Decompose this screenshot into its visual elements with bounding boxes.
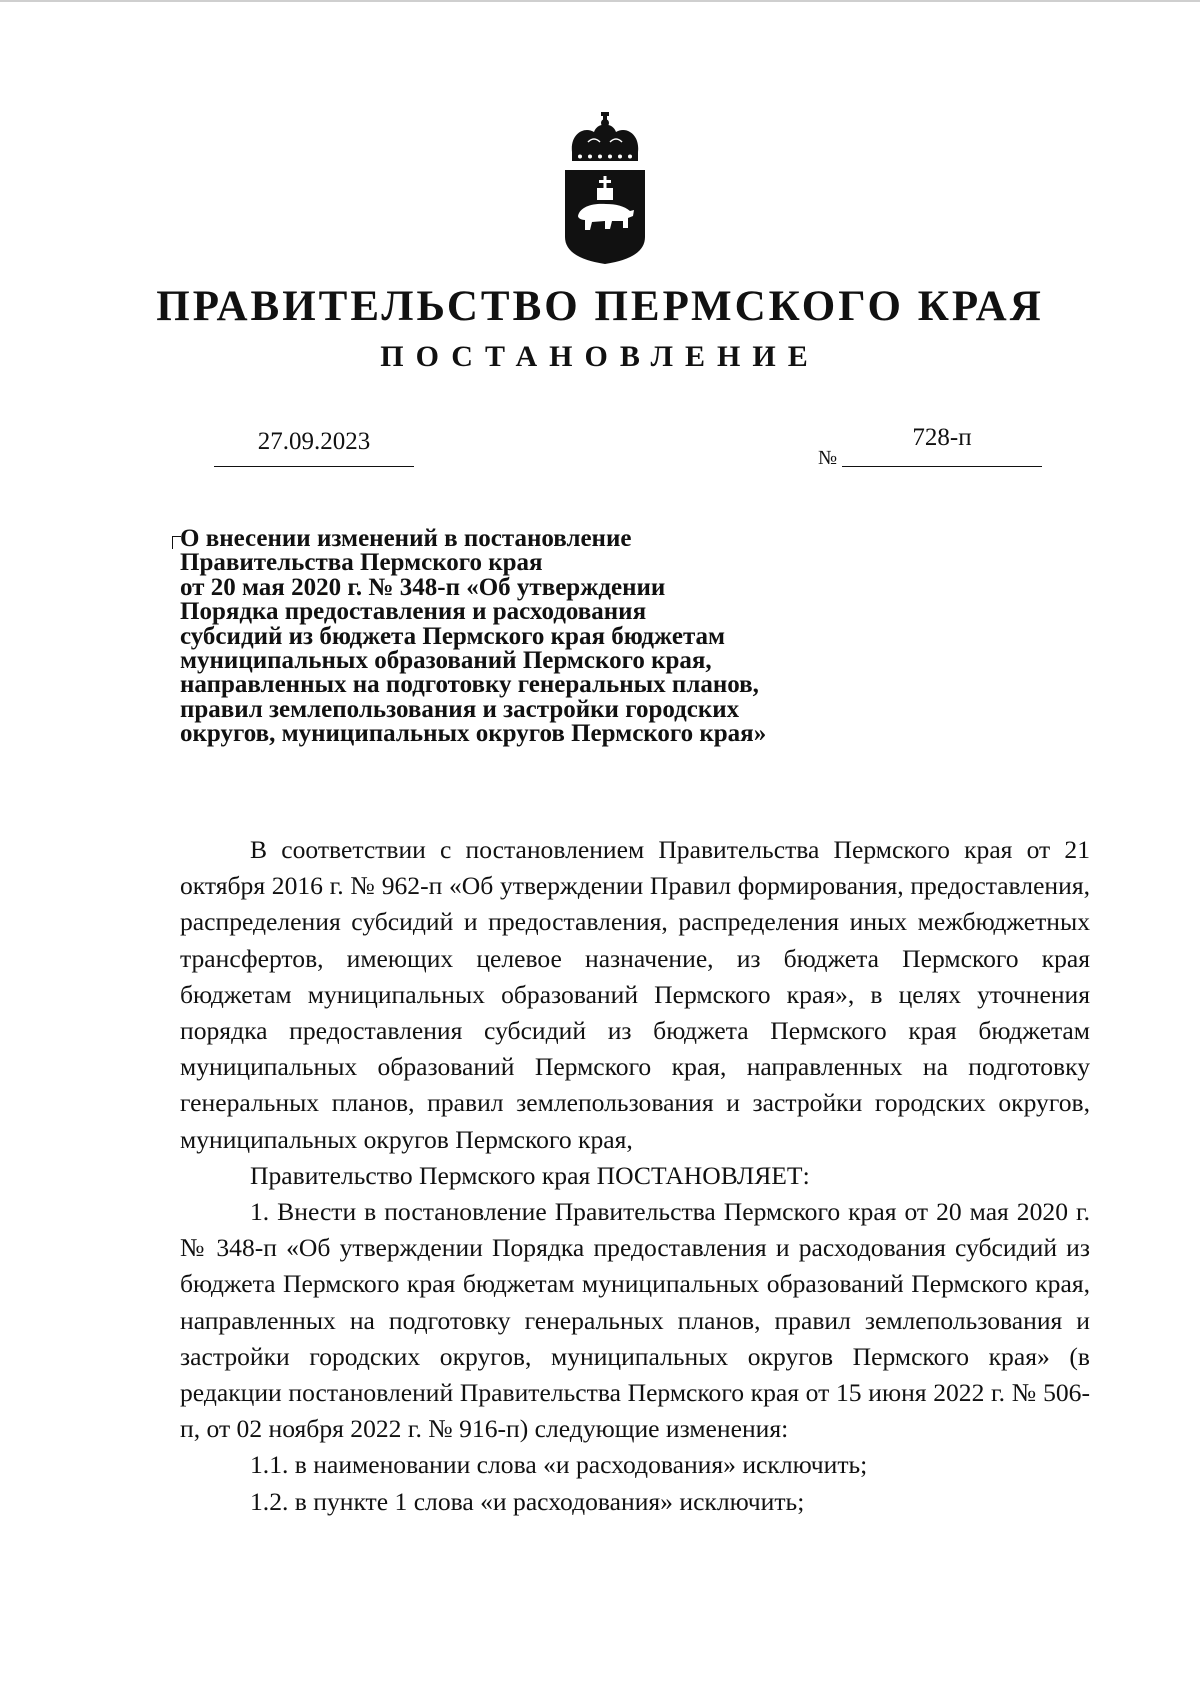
scan-edge xyxy=(0,0,1200,2)
item-1-paragraph: 1. Внести в постановление Правительства Пермского края от 20 мая 2020 г. № 348-п «Об утверждении Порядка предоставления и расходования субсидий из бюджета Пермского края бюджетам муниципальных образований Пермского края, направленных на подготовку генеральных планов, правил землепользования и застройки городских округов, муниципальных округов Пермского края» (в редакции постановлений Правительства Пермского края от 15 июня 2022 г. № 506-п, от 02 ноября 2022 г. № 916-п) следующие изменения: xyxy=(180,1197,1090,1444)
perm-krai-coat-of-arms-icon xyxy=(560,112,650,264)
date-underline xyxy=(214,466,414,467)
document-number: 728-п xyxy=(912,424,972,451)
number-sign: № xyxy=(818,447,838,469)
document-type: ПОСТАНОВЛЕНИЕ xyxy=(380,340,820,373)
document-date: 27.09.2023 xyxy=(257,428,371,455)
resolves-paragraph: Правительство Пермского края ПОСТАНОВЛЯЕТ: xyxy=(250,1160,810,1190)
item-1-1-paragraph: 1.1. в наименовании слова «и расходования» исключить; xyxy=(250,1450,868,1480)
number-underline xyxy=(842,466,1042,467)
document-subject: О внесении изменений в постановление Правительства Пермского края от 20 мая 2020 г. № 348-п «Об утверждении Порядка предоставления и расходования субсидий из бюджета Пермского края бюджетам муниципальных образований Пермского края, направленных на подготовку генеральных планов, правил землепользования и застройки городских округов, муниципальных округов Пермского края» xyxy=(180,525,767,748)
document-body xyxy=(180,832,1090,1520)
item-1-2-paragraph: 1.2. в пункте 1 слова «и расходования» исключить; xyxy=(250,1486,805,1516)
government-name: ПРАВИТЕЛЬСТВО ПЕРМСКОГО КРАЯ xyxy=(156,283,1044,330)
preamble-paragraph: В соответствии с постановлением Правительства Пермского края от 21 октября 2016 г. № 962-п «Об утверждении Правил формирования, предоставления, распределения субсидий и предоставления, распределения иных межбюджетных трансфертов, имеющих целевое назначение, из бюджета Пермского края бюджетам муниципальных образований Пермского края», в целях уточнения порядка предоставления субсидий из бюджета Пермского края бюджетам муниципальных образований Пермского края, направленных на подготовку генеральных планов, правил землепользования и застройки городских округов, муниципальных округов Пермского края, xyxy=(180,835,1090,1154)
